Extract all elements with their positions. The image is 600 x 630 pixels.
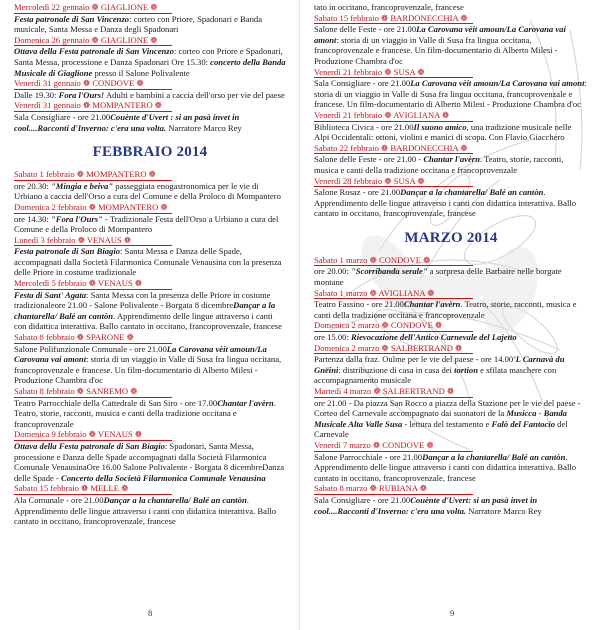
event-entry (314, 13, 588, 67)
event-text: Teatro Fassino - ore 21.00 (314, 299, 404, 310)
event-title: Festa patronale di San Biagio (14, 246, 121, 257)
event-date: Sabato 1 febbraio ❁ MOMPANTERO ❁ (14, 169, 172, 181)
event-title: Chantar l'avèrn (403, 299, 461, 310)
event-entry (314, 176, 588, 219)
event-text: Teatro Parrocchiale della Cattedrale di San Siro - ore 17.00 (14, 397, 218, 408)
event-entry (14, 278, 286, 332)
event-entry (314, 440, 588, 483)
event-title: Fora l'Ours! (58, 89, 105, 100)
event-title: Couènte d'Uvert : si an pasà invet in cool....Racconti d'Inverno: c'era una volta. (14, 111, 240, 133)
event-entry (314, 255, 588, 288)
event-description (14, 181, 286, 202)
event-title: Festa di Sant' Agata (14, 289, 87, 300)
event-description (14, 90, 286, 101)
event-date: Venerdì 7 marzo ❁ CONDOVE ❁ (314, 440, 473, 452)
event-entry (314, 288, 588, 321)
event-text: : storia di un viaggio in Valle di Susa fra lingua occitana, francoprovenzale e francese. Un film-documentario di Alberto Milesi - Produzione Chambra d'oc (314, 78, 587, 110)
event-title: Ottava della Festa patronale di San Vincenzo (14, 46, 174, 57)
event-date: Venerdì 21 febbraio ❁ SUSA ❁ (314, 67, 473, 79)
event-date: Sabato 22 febbraio ❁ BARDONECCHIA ❁ (314, 143, 473, 155)
event-description (314, 154, 588, 175)
event-text: ore 21.00 - Da piazza San Rocco a piazza della Stazione per le vie del paese - Corteo del Carnevale accompagnato dai suonatori de la (314, 397, 581, 419)
event-text: . Apprendimento delle lingue attraverso i canti con didattica interattiva. Ballo cantato in occitano, francoprovenzale, francese (314, 187, 577, 219)
event-title: 'L Carnavà du Gnëini (314, 354, 565, 375)
event-text: . Teatro, storie, racconti, musica e canti della tradizione occitana e francoprovenzale (314, 154, 564, 175)
event-text: ore 15.00: (314, 332, 351, 343)
event-text: . Teatro, storie, racconti, musica e canti della tradizione occitana e francoprovenzale (14, 397, 276, 429)
event-text: - lettura del testamento e (402, 418, 492, 429)
event-entry (14, 235, 286, 278)
event-title: Dançar a la chantarella/ Balé an cantòn (400, 187, 544, 198)
event-date: Venerdì 28 febbraio ❁ SUSA ❁ (314, 176, 473, 188)
page-number-left: 8 (148, 608, 153, 618)
event-title: La Carovana vèit amoun/La Carovana vai amont (14, 343, 267, 365)
event-text: Salone Parrocchiale - ore 21.00 (314, 451, 423, 462)
event-date: Martedì 4 marzo ❁ SALBERTRAND ❁ (314, 386, 473, 398)
event-entry (314, 483, 588, 516)
event-text: Sala Consigliare - ore 21.00 (314, 494, 411, 505)
event-title: Dançar a la chantarella/ Balé an cantòn (103, 494, 247, 505)
event-text: . Apprendimento delle lingue attraverso i canti con didattica interattiva. Ballo cantato in occitano, francoprovenzale, francese (14, 494, 277, 527)
event-date: Venerdì 21 febbraio ❁ AVIGLIANA ❁ (314, 110, 473, 122)
event-date: Sabato 8 febbraio ❁ SPARONE ❁ (14, 332, 172, 344)
event-description (14, 46, 286, 78)
event-text: Salone delle Feste - ore 21.00 - (314, 154, 424, 165)
event-date: Domenica 9 febbraio ❁ VENAUS ❁ (14, 429, 172, 441)
event-description (14, 495, 286, 527)
event-entry (14, 429, 286, 483)
event-description (14, 214, 286, 235)
event-title: "Mingia e beiva" (51, 180, 114, 191)
event-text: tato in occitano, francoprovenzale, francese (314, 2, 464, 12)
event-text: ore 20.30: (14, 180, 51, 191)
event-text: ore 14.30: (14, 213, 51, 224)
event-text: Sala Consigliare - ore 21.00 (314, 78, 411, 89)
event-text: passeggiata enogastronomica per le vie di Urbiano a caccia dell'Orso a cura del Comune e della Proloco di Mompantero (14, 180, 281, 202)
event-description (14, 398, 286, 430)
month-heading-february: FEBBRAIO 2014 (92, 144, 208, 161)
event-description (314, 332, 588, 343)
event-text: : Spadonari, Santa Messa, processione e Danza delle Spade accompagnati dalla Società Filarmonica Comunale Venausina (14, 440, 267, 473)
event-description (314, 122, 588, 143)
event-description (314, 187, 588, 219)
event-text: Danza delle Spade - (14, 462, 285, 483)
event-text: : storia di un viaggio in Valle di Susa fra lingua occitana, francoprovenzale e francese. Un film-documentario di Alberto Milesi - Produzione Chambra d'oc (14, 354, 282, 386)
event-entry (314, 386, 588, 440)
event-text: Adulti e bambini a caccia dell'orso per vie del paese (104, 89, 285, 100)
event-date: Domenica 26 gennaio ❁ GIAGLIONE ❁ (14, 35, 172, 47)
event-title: Dançar a la chantarella/ Balé an cantòn (422, 451, 566, 462)
event-date: Sabato 15 febbraio ❁ BARDONECCHIA ❁ (314, 13, 473, 25)
event-description (314, 354, 588, 386)
event-entry (314, 2, 588, 13)
event-text: : corteo con Priore, Spadonari e Banda musicale, Santa Messa e Danza degli Spadonari (14, 13, 263, 35)
event-text: ore 21.00 - Salone Polivalente - Borgata 8 dicembre (54, 300, 234, 311)
event-title: Musicca - Banda Musicale Alta Valle Susa (314, 408, 567, 429)
right-bottom-events (314, 255, 588, 516)
event-description (14, 441, 286, 483)
event-text: - Tradizionale Festa dell'Orso a Urbiano a cura del Comune e della Proloco di Mompantero (14, 213, 279, 235)
left-top-events (14, 2, 286, 133)
event-date: Domenica 2 marzo ❁ SALBERTRAND ❁ (314, 343, 473, 355)
month-heading-march: MARZO 2014 (404, 229, 498, 246)
event-text: Salone delle Feste - ore 21.00 (314, 24, 417, 35)
event-description (314, 299, 588, 320)
event-description (14, 290, 286, 332)
event-text: e sfilata maschere con accompagnamento musicale (314, 364, 557, 386)
event-text: Ore 16.00 Salone Polivalente - Borgata 8 dicembre (86, 462, 263, 473)
event-title: Couènte d'Uvert: si an pasà invet in cool....Racconti d'Inverno: c'era una volta. (314, 494, 538, 516)
event-description (14, 344, 286, 386)
page-number-right: 9 (450, 608, 455, 618)
left-column (14, 2, 286, 527)
event-title: tortion (454, 364, 478, 375)
event-text: Ala Comunale - ore 21.00 (14, 494, 104, 505)
event-entry (314, 143, 588, 176)
event-text: . Teatro, storie, racconti, musica e canti della tradizione occitana e francoprovenzale (314, 299, 577, 320)
event-title: Chantar l'avèrn (423, 154, 480, 165)
left-bottom-events (14, 169, 286, 527)
right-column (314, 2, 588, 516)
event-title: concerto della Banda Musicale di Giaglione (14, 56, 286, 78)
event-date: Sabato 1 marzo ❁ AVIGLIANA ❁ (314, 288, 473, 300)
event-description (314, 266, 588, 287)
event-text: : distribuzione di casa in casa dei (338, 364, 455, 375)
event-text: ore 20.00: (314, 266, 351, 277)
event-title: "Fora l'Ours" (51, 213, 103, 224)
event-title: La Carovana vèit amoun/La Carovana vai amont (314, 24, 566, 45)
event-date: Sabato 8 marzo ❁ RUBIANA ❁ (314, 483, 473, 495)
event-text: : Santa Messa e Danza delle Spade, accompagnati dalla Società Filarmonica Comunale Venausina con la presenza delle Priore in costume tradizionale (14, 246, 282, 278)
event-title: Chantar l'avèrn (217, 397, 274, 408)
event-entry (314, 110, 588, 143)
event-text: Salone Polifunzionale Comunale - ore 21.00 (14, 343, 167, 354)
event-description (314, 24, 588, 66)
event-entry (14, 2, 286, 35)
event-text: Dalle 19.30: (14, 89, 59, 100)
event-text: . Apprendimento delle lingue attraverso i canti con didattica interattiva. Ballo cantato in occitano, francoprovenzale, francese (314, 451, 577, 483)
event-title: La Carovana vèit amoun/La Carovana vai amont (410, 78, 585, 89)
event-entry (314, 67, 588, 110)
event-description (314, 78, 588, 110)
event-description (14, 112, 286, 133)
event-text: Narratore Marco Rey (166, 122, 242, 133)
event-text: Narratore Marco Rey (466, 505, 542, 516)
right-page (300, 0, 600, 630)
event-date: Mercoledì 5 febbraio ❁ VENAUS ❁ (14, 278, 172, 290)
event-title: Concerto della Società Filarmonica Comunale Venausina (61, 472, 266, 483)
event-text: : corteo con Priore e Spadonari, Santa Messa, processione e Danza Spadonari Ore 15.30: (14, 46, 283, 67)
event-description (314, 452, 588, 484)
event-description (14, 14, 286, 35)
event-entry (14, 100, 286, 133)
event-text: Sala Consigliare - ore 21.00 (14, 111, 111, 122)
event-date: Domenica 2 marzo ❁ CONDOVE ❁ (314, 320, 473, 332)
event-description (314, 398, 588, 440)
event-description (314, 495, 588, 516)
event-entry (314, 343, 588, 386)
event-text: a sorpresa delle Barbaire nelle borgate montane (314, 266, 562, 288)
event-description (314, 2, 588, 13)
event-title: "Scorribanda serale" (351, 266, 428, 277)
event-text: : storia di un viaggio in Valle di Susa fra lingua occitana, francoprovenzale e francese. Un film-documentario di Alberto Milesi - Produzione Chambra d'oc (314, 34, 558, 66)
event-date: Venerdì 31 gennaio ❁ CONDOVE ❁ (14, 78, 172, 90)
event-date: Venerdì 31 gennaio ❁ MOMPANTERO ❁ (14, 100, 172, 112)
event-entry (14, 483, 286, 526)
event-entry (14, 78, 286, 100)
right-top-events (314, 2, 588, 219)
event-entry (14, 332, 286, 386)
event-text: , una tradizione musicale nelle Alpi Occidentali: ottoni, violini e manici di scopa. Con Flavio Giacchero (314, 121, 572, 143)
event-date: Domenica 2 febbraio ❁ MOMPANTERO ❁ (14, 202, 172, 214)
event-text: . Apprendimento delle lingue attraverso i canti con didattica interattiva. Ballo cantato in occitano, francoprovenzale, francese (14, 310, 282, 332)
event-entry (14, 35, 286, 78)
event-text: Partenza dalla fraz. Oulme per le vie del paese - ore 14.00 (314, 354, 514, 365)
event-description (14, 246, 286, 278)
event-entry (14, 169, 286, 202)
event-text: presso il Salone Polivalente (92, 67, 190, 78)
event-text: Biblioteca Civica - ore 21.00 (314, 121, 414, 132)
event-title: Ottava della Festa patronale di San Biagio (14, 440, 165, 451)
event-date: Mercoledì 22 gennaio ❁ GIAGLIONE ❁ (14, 2, 172, 14)
event-date: Lunedì 3 febbraio ❁ VENAUS ❁ (14, 235, 172, 247)
event-title: Il suono amico (413, 121, 467, 132)
event-date: Sabato 8 febbraio ❁ SANREMO ❁ (14, 386, 172, 398)
event-entry (314, 320, 588, 342)
event-entry (14, 202, 286, 235)
event-title: Falò del Fantocio (491, 418, 556, 429)
event-date: Sabato 15 febbraio ❁ MELLE ❁ (14, 483, 172, 495)
event-text: Salone Rosaz - ore 21.00 (314, 187, 401, 198)
event-text: del Carnevale (314, 418, 568, 440)
event-title: Festa patronale di San Vincenzo (14, 13, 130, 24)
event-text: : Santa Messa con la presenza delle Priore in costume tradizionale (14, 289, 271, 311)
event-entry (14, 386, 286, 429)
event-title: Rievocazione dell'Antico Carnevale del Lajetto (351, 332, 517, 343)
event-title: Dançar a la chantarella/ Balé an cantòn (14, 300, 276, 321)
event-date: Sabato 1 marzo ❁ CONDOVE ❁ (314, 255, 473, 267)
